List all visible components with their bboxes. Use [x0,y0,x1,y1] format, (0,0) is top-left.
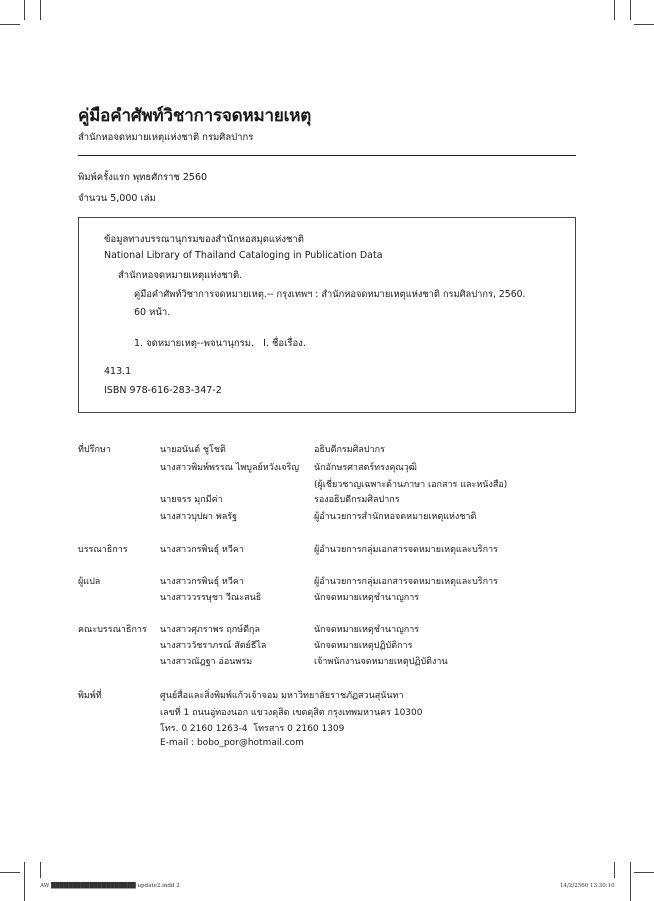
printer-name: ศูนย์สื่อและสิ่งพิมพ์แก้วเจ้าจอม มหาวิทยาลัยราชภัฏสวนสุนันทา [160,691,404,701]
cip-isbn: ISBN 978-616-283-347-2 [104,385,222,396]
translator-role: นักจดหมายเหตุชำนาญการ [314,593,420,603]
printer-phone: โทร. 0 2160 1263-4 โทรสาร 0 2160 1309 [160,724,345,734]
cip-author: สำนักหอจดหมายเหตุแห่งชาติ. [118,270,243,281]
crop-mark [0,24,20,25]
file-slug: AW ████████████████████ update2.indd 2 [40,883,180,889]
translators-label: ผู้แปล [78,577,101,587]
crop-mark [24,862,25,901]
title-divider [78,155,576,156]
editor-label: บรรณาธิการ [78,545,128,555]
advisor-name: นางสาวบุปผา พลรัฐ [160,512,238,522]
crop-mark [614,0,615,20]
date-slug: 14/2/2560 13:30:10 [560,883,615,889]
board-member-role: นักจดหมายเหตุปฏิบัติการ [314,641,413,651]
advisor-name: นายจรร มุกมีค่า [160,495,223,505]
board-member-role: นักจดหมายเหตุชำนาญการ [314,625,420,635]
translator-role: ผู้อำนวยการกลุ่มเอกสารจดหมายเหตุและบริการ [314,577,498,587]
editor-role: ผู้อำนวยการกลุ่มเอกสารจดหมายเหตุและบริการ [314,545,498,555]
crop-mark [40,0,41,20]
crop-mark [634,872,654,873]
cip-subjects: 1. จดหมายเหตุ--พจนานุกรม. I. ชื่อเรื่อง. [134,338,306,349]
cip-pages: 60 หน้า. [134,307,171,318]
board-member-name: นางสาวศุภราพร ฤกษ์ดีกุล [160,625,261,635]
advisor-role: อธิบดีกรมศิลปากร [314,445,385,455]
crop-mark [40,862,41,878]
editor-name: นางสาวกรพินธุ์ หวีคา [160,545,244,555]
crop-mark [0,872,20,873]
advisor-name: นายอนันต์ ชูโชติ [160,445,226,455]
printer-address: เลขที่ 1 ถนนอู่ทองนอก แขวงดุสิต เขตดุสิต กรุงเทพมหานคร 10300 [160,708,423,718]
cip-heading-en: National Library of Thailand Cataloging in Publication Data [104,250,383,261]
board-member-name: นางสาววัชราภรณ์ สัตย์ธีไล [160,641,267,651]
cip-heading-th: ข้อมูลทางบรรณานุกรมของสำนักหอสมุดแห่งชาติ [104,234,304,245]
crop-mark [634,24,654,25]
print-copies: จำนวน 5,000 เล่ม [78,193,156,204]
print-edition: พิมพ์ครั้งแรก พุทธศักราช 2560 [78,172,208,183]
cip-title-line: คู่มือคำศัพท์วิชาการจดหมายเหตุ.-- กรุงเทพฯ : สำนักหอจดหมายเหตุแห่งชาติ กรมศิลปากร, 2560. [134,289,526,300]
cip-class-number: 413.1 [104,366,132,377]
advisor-role: นักอักษรศาสตร์ทรงคุณวุฒิ [314,463,417,473]
board-member-name: นางสาวณัฎฐา อ่อนพรม [160,657,253,667]
translator-name: นางสาววรรษุชา วีณะสนธิ [160,593,262,603]
printer-email: E-mail : bobo_por@hotmail.com [160,738,304,748]
advisors-label: ที่ปรึกษา [78,445,111,455]
translator-name: นางสาวกรพินธุ์ หวีคา [160,577,244,587]
page-subtitle: สำนักหอจดหมายเหตุแห่งชาติ กรมศิลปากร [78,132,254,143]
printer-label: พิมพ์ที่ [78,691,102,701]
advisor-name: นางสาวพิมพ์พรรณ ไพบูลย์หวังเจริญ [160,463,300,473]
page-title: คู่มือคำศัพท์วิชาการจดหมายเหตุ [78,106,312,126]
crop-mark [614,862,615,878]
crop-mark [630,0,631,20]
crop-mark [630,862,631,901]
advisor-role-note: (ผู้เชี่ยวชาญเฉพาะด้านภาษา เอกสาร และหนังสือ) [314,480,508,490]
board-member-role: เจ้าพนักงานจดหมายเหตุปฏิบัติงาน [314,657,448,667]
advisor-role: รองอธิบดีกรมศิลปากร [314,495,400,505]
advisor-role: ผู้อำนวยการสำนักหอจดหมายเหตุแห่งชาติ [314,512,477,522]
crop-mark [24,0,25,20]
editorial-board-label: คณะบรรณาธิการ [78,625,147,635]
